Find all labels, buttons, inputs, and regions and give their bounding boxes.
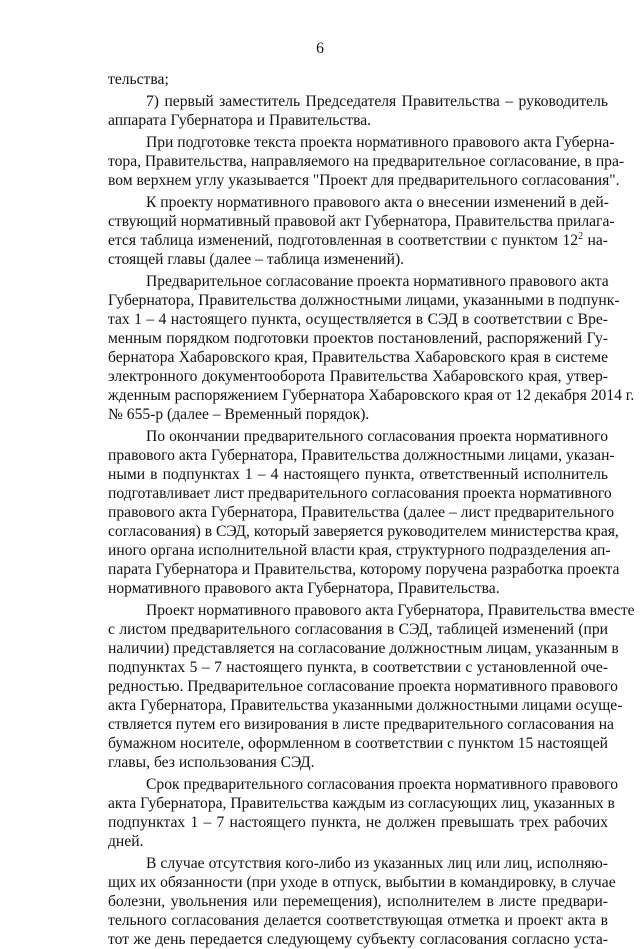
text-line: правового акта Губернатора, Правительства должностными лицами, указан- <box>108 447 615 464</box>
paragraph <box>108 70 608 89</box>
text-line: иного органа исполнительной власти края, структурного подразделения ап- <box>108 542 611 559</box>
text-line: ствующий нормативный правовой акт Губернатора, Правительства прилага- <box>108 213 615 230</box>
text-line: стоящей главы (далее – таблица изменений). <box>108 251 405 268</box>
text-line: тот же день передается следующему субъекту согласования согласно уста- <box>108 931 608 948</box>
text-line: редностью. Предварительное согласование проекта нормативного правового <box>108 678 618 695</box>
text-line: подпунктах 5 – 7 настоящего пункта, в соответствии с установленной оче- <box>108 659 608 676</box>
text-line: При подготовке текста проекта нормативного правового акта Губерна- <box>146 134 615 151</box>
text-line: щих их обязанности (при уходе в отпуск, выбытии в командировку, в случае <box>108 874 616 891</box>
text-line: подготавливает лист предварительного согласования проекта нормативного <box>108 485 612 502</box>
text-line: дней. <box>108 833 144 850</box>
paragraph <box>108 92 608 130</box>
text-line: 7) первый заместитель Председателя Правительства – руководитель <box>146 93 608 110</box>
text-line: акта Губернатора, Правительства указанными должностными лицами осуще- <box>108 697 623 714</box>
text-line: наличии) представляется на согласование должностным лицам, указанным в <box>108 640 619 657</box>
text-line: № 655-р (далее – Временный порядок). <box>108 406 370 423</box>
text-line: нормативного правового акта Губернатора, Правительства. <box>108 580 500 597</box>
text-line: подпунктах 1 – 7 настоящего пункта, не должен превышать трех рабочих <box>108 814 608 831</box>
paragraph <box>108 775 619 851</box>
text-line: По окончании предварительного согласования проекта нормативного <box>146 428 608 445</box>
text-line: электронного документооборота Правительства Хабаровского края, утвер- <box>108 368 608 385</box>
text-line: Срок предварительного согласования проекта нормативного правового <box>146 776 619 793</box>
text-line: менным порядком подготовки проектов постановлений, распоряжений Гу- <box>108 330 608 347</box>
paragraph <box>108 133 625 190</box>
page-number: 6 <box>316 40 324 57</box>
text-line: бумажном носителе, оформленном в соответствии с пунктом 15 настоящей <box>108 735 608 752</box>
text-line: парата Губернатора и Правительства, которому поручена разработка проекта <box>108 561 620 578</box>
text-line: тора, Правительства, направляемого на предварительное согласование, в пра- <box>108 153 625 170</box>
text-line: болезни, увольнения или перемещения), исполнителем в листе предвари- <box>108 893 608 910</box>
text-line: Губернатора, Правительства должностными лицами, указанными в подпунк- <box>108 292 620 309</box>
paragraph <box>108 272 635 424</box>
text-line: аппарата Губернатора и Правительства. <box>108 112 372 129</box>
text-line: правового акта Губернатора, Правительства (далее – лист предварительного <box>108 504 615 521</box>
text-line: ными в подпунктах 1 – 4 настоящего пункта, ответственный исполнитель <box>108 466 608 483</box>
text-line: В случае отсутствия кого-либо из указанных лиц или лиц, исполняю- <box>146 855 608 872</box>
text-line: тах 1 – 4 настоящего пункта, осуществляется в СЭД в соответствии с Вре- <box>108 311 608 328</box>
paragraph <box>108 601 635 772</box>
text-line: ется таблица изменений, подготовленная в соответствии с пунктом $12^2$ на- <box>108 231 608 249</box>
text-line: Предварительное согласование проекта нормативного правового акта <box>146 273 609 290</box>
text-line: Проект нормативного правового акта Губернатора, Правительства вместе <box>146 602 635 619</box>
text-line: тельства; <box>108 71 169 88</box>
paragraph <box>108 193 615 269</box>
document-body <box>108 70 635 949</box>
paragraph <box>108 427 620 598</box>
text-line: главы, без использования СЭД. <box>108 754 315 771</box>
text-line: согласования) в СЭД, который заверяется руководителем министерства края, <box>108 523 619 540</box>
superscript: 2 <box>578 231 584 242</box>
text-line: акта Губернатора, Правительства каждым из согласующих лиц, указанных в <box>108 795 615 812</box>
text-line: с листом предварительного согласования в СЭД, таблицей изменений (при <box>108 621 608 638</box>
text-line: жденным распоряжением Губернатора Хабаровского края от 12 декабря 2014 г. <box>108 387 635 404</box>
text-line: вом верхнем углу указывается "Проект для предварительного согласования". <box>108 172 620 189</box>
text-line: тельного согласования делается соответствующая отметка и проект акта в <box>108 912 608 929</box>
paragraph <box>108 854 616 949</box>
text-line: К проекту нормативного правового акта о внесении изменений в дей- <box>146 194 609 211</box>
text-line: ствляется путем его визирования в листе предварительного согласования на <box>108 716 614 733</box>
text-line: бернатора Хабаровского края, Правительства Хабаровского края в системе <box>108 349 608 366</box>
